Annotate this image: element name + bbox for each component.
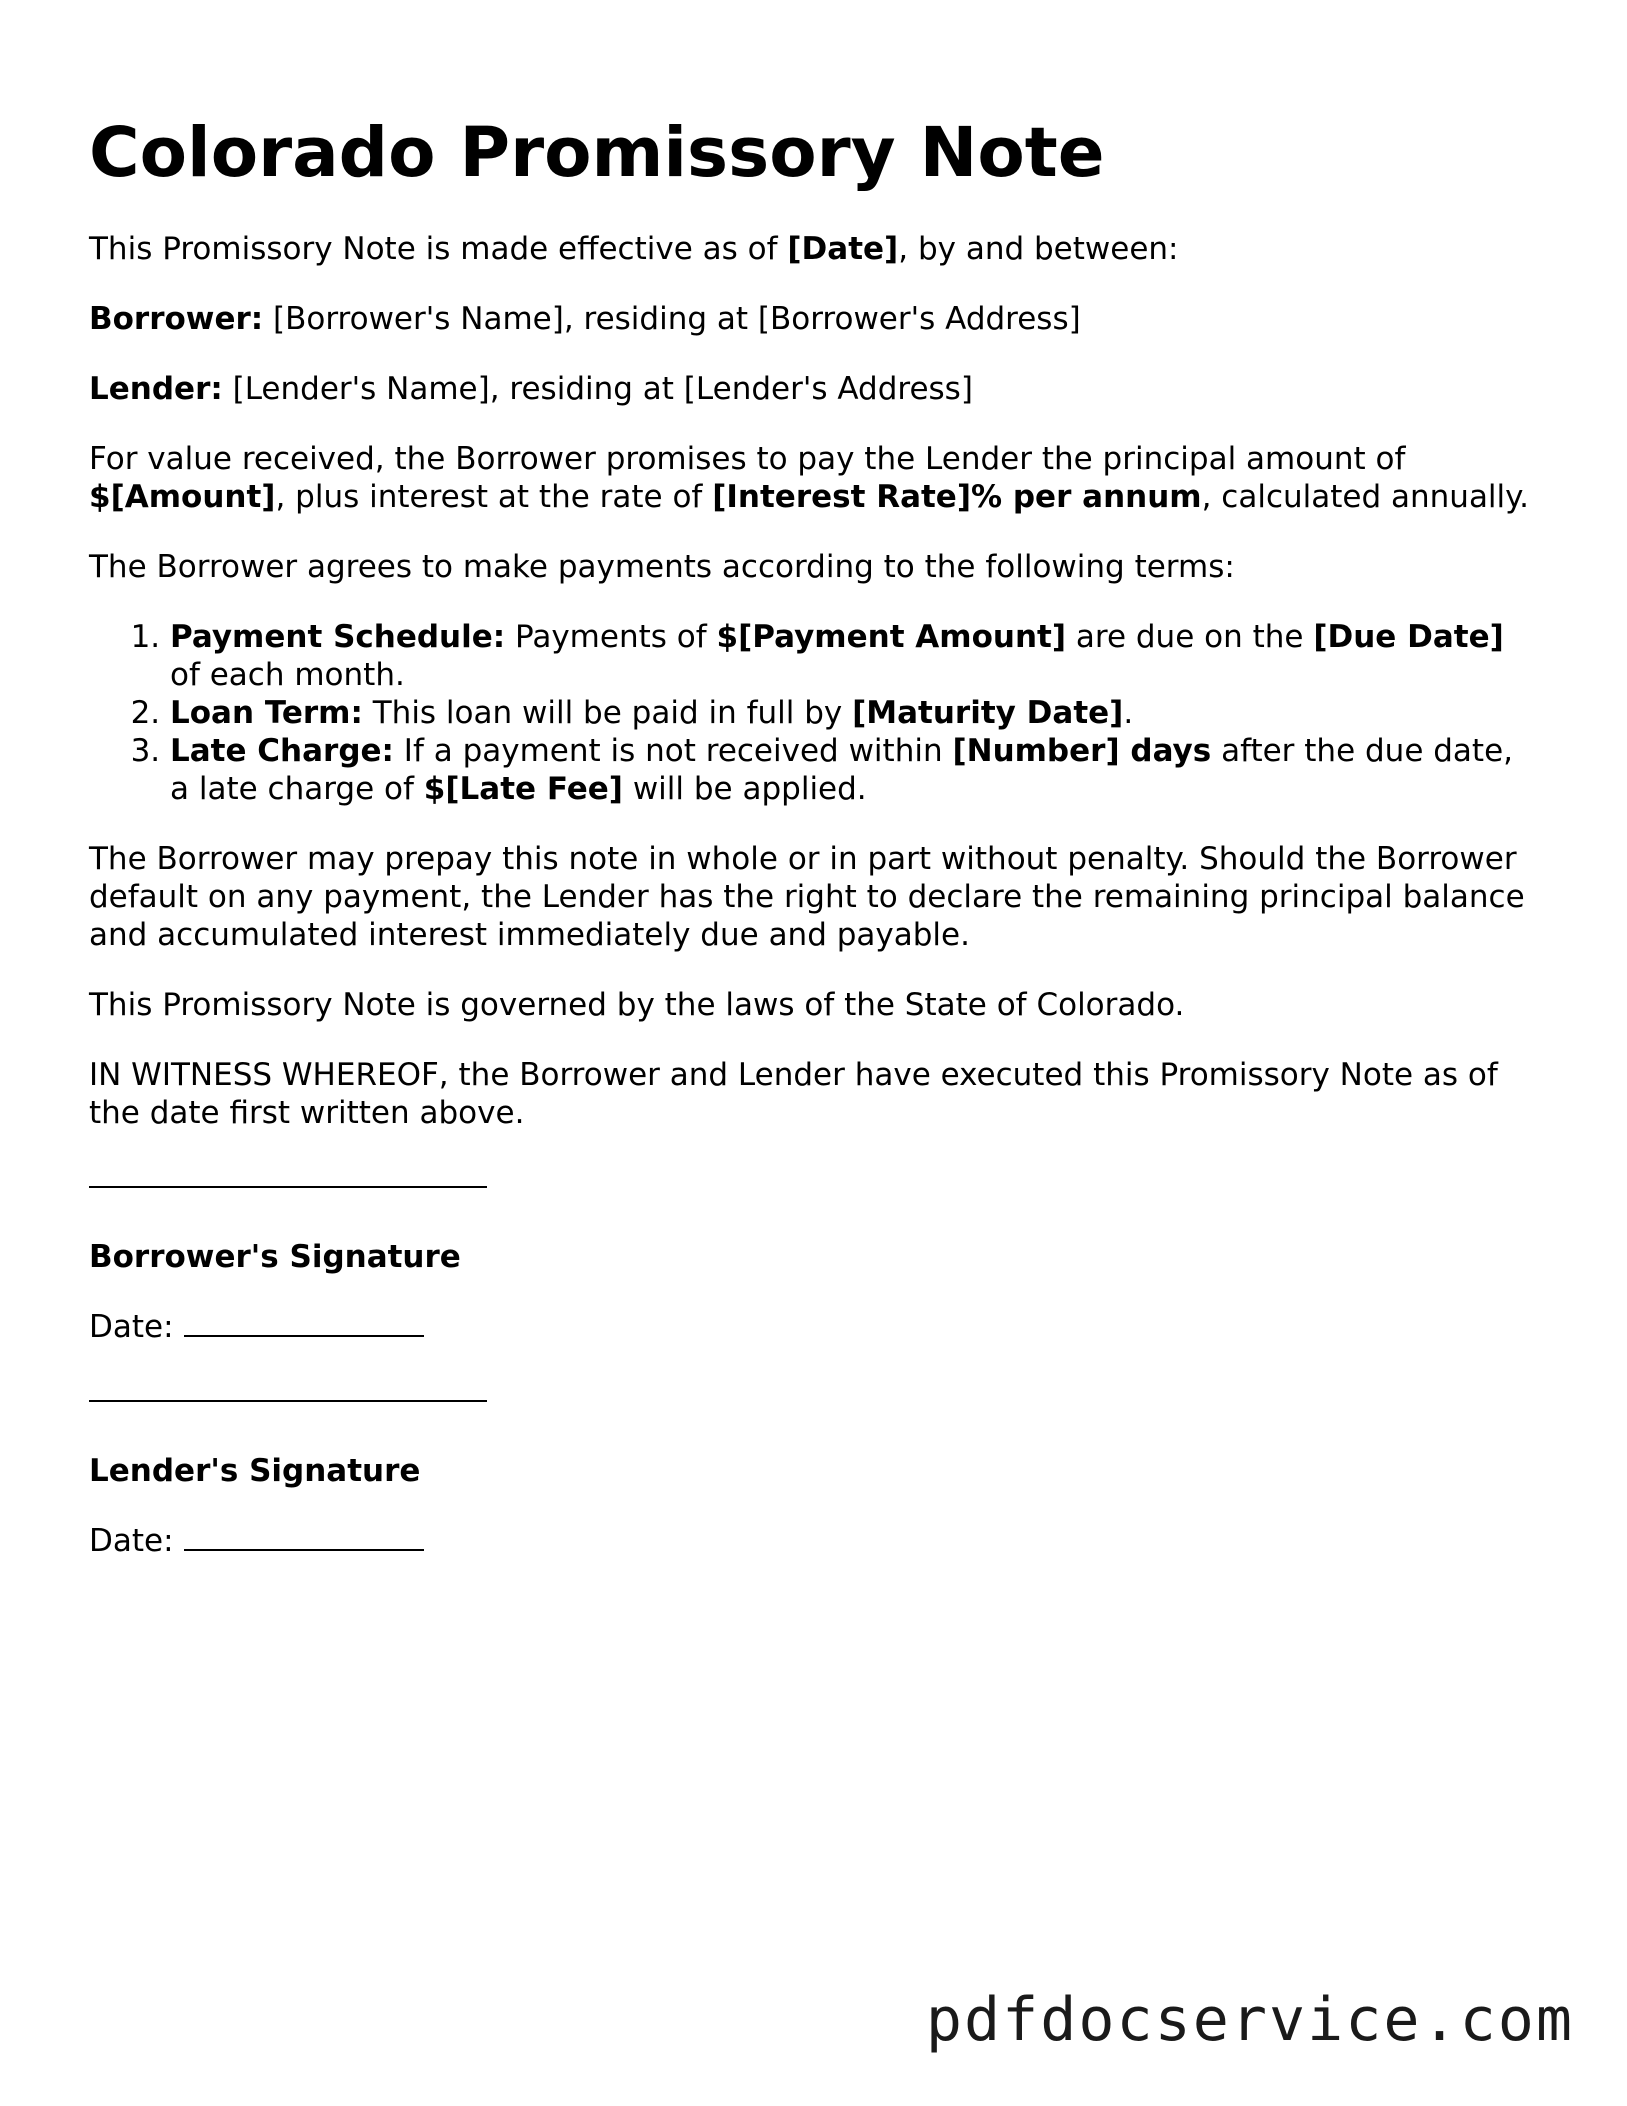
principal-amount: $[Amount] [89, 479, 276, 515]
intro-pre: This Promissory Note is made effective as of [89, 231, 788, 267]
principal-pre: For value received, the Borrower promises to pay the Lender the principal amount of [89, 441, 1406, 477]
term-value: $[Late Fee] [423, 771, 623, 807]
term-text: Payments of [505, 619, 717, 655]
terms-list [89, 618, 1529, 808]
spacer [89, 1378, 1529, 1400]
lender-date-row [89, 1522, 1529, 1560]
signature-label-text: Borrower's Signature [89, 1239, 461, 1275]
term-value: [Number] days [952, 733, 1212, 769]
intro-post: , by and between: [898, 231, 1179, 267]
document-body [89, 230, 1529, 1592]
term-text: are due on the [1066, 619, 1314, 655]
date-label: Date: [89, 1309, 174, 1345]
interest-rate: [Interest Rate]% per annum [712, 479, 1202, 515]
principal-post: , calculated annually. [1201, 479, 1529, 515]
list-item [170, 694, 1529, 732]
borrower-signature-line[interactable] [89, 1186, 487, 1188]
witness-paragraph: IN WITNESS WHEREOF, the Borrower and Lender have executed this Promissory Note as of the date first written above. [89, 1057, 1498, 1131]
date-label: Date: [89, 1523, 174, 1559]
lender-label: Lender: [89, 371, 223, 407]
term-text: This loan will be paid in full by [362, 695, 853, 731]
term-text: . [1123, 695, 1134, 731]
prepay-paragraph: The Borrower may prepay this note in whole or in part without penalty. Should the Borrower default on any payment, the Lender has the right to declare the remaining principal balance and accumulated interest immediately due and payable. [89, 841, 1525, 953]
term-text: If a payment is not received within [393, 733, 953, 769]
list-item [170, 618, 1529, 694]
governing-law-paragraph: This Promissory Note is governed by the laws of the State of Colorado. [89, 987, 1185, 1023]
term-label: Payment Schedule: [170, 619, 506, 655]
term-label: Loan Term: [170, 695, 363, 731]
terms-intro: The Borrower agrees to make payments according to the following terms: [89, 549, 1235, 585]
borrower-date-field[interactable] [184, 1335, 424, 1337]
borrower-date-row [89, 1308, 1529, 1346]
lender-text: [Lender's Name], residing at [Lender's Address] [222, 371, 973, 407]
borrower-label: Borrower: [89, 301, 264, 337]
lender-signature-label [89, 1452, 1529, 1490]
term-value: [Maturity Date] [852, 695, 1124, 731]
borrower-text: [Borrower's Name], residing at [Borrower's Address] [263, 301, 1081, 337]
list-item [170, 732, 1529, 808]
lender-date-field[interactable] [184, 1549, 424, 1551]
term-value: $[Payment Amount] [716, 619, 1067, 655]
term-label: Late Charge: [170, 733, 394, 769]
lender-paragraph [89, 370, 1529, 408]
principal-mid: , plus interest at the rate of [275, 479, 713, 515]
intro-paragraph [89, 230, 1529, 268]
lender-signature-line[interactable] [89, 1400, 487, 1402]
signature-label-text: Lender's Signature [89, 1453, 421, 1489]
borrower-paragraph [89, 300, 1529, 338]
spacer [89, 1164, 1529, 1186]
borrower-signature-label [89, 1238, 1529, 1276]
intro-date: [Date] [787, 231, 899, 267]
document-title: Colorado Promissory Note [89, 113, 1105, 193]
watermark: pdfdocservice.com [925, 1985, 1574, 2055]
principal-paragraph [89, 440, 1529, 516]
term-text: will be applied. [622, 771, 867, 807]
term-value: [Due Date] [1313, 619, 1504, 655]
term-text: of each month. [170, 657, 405, 693]
term-text: after the due date, a late charge of [170, 733, 1513, 807]
